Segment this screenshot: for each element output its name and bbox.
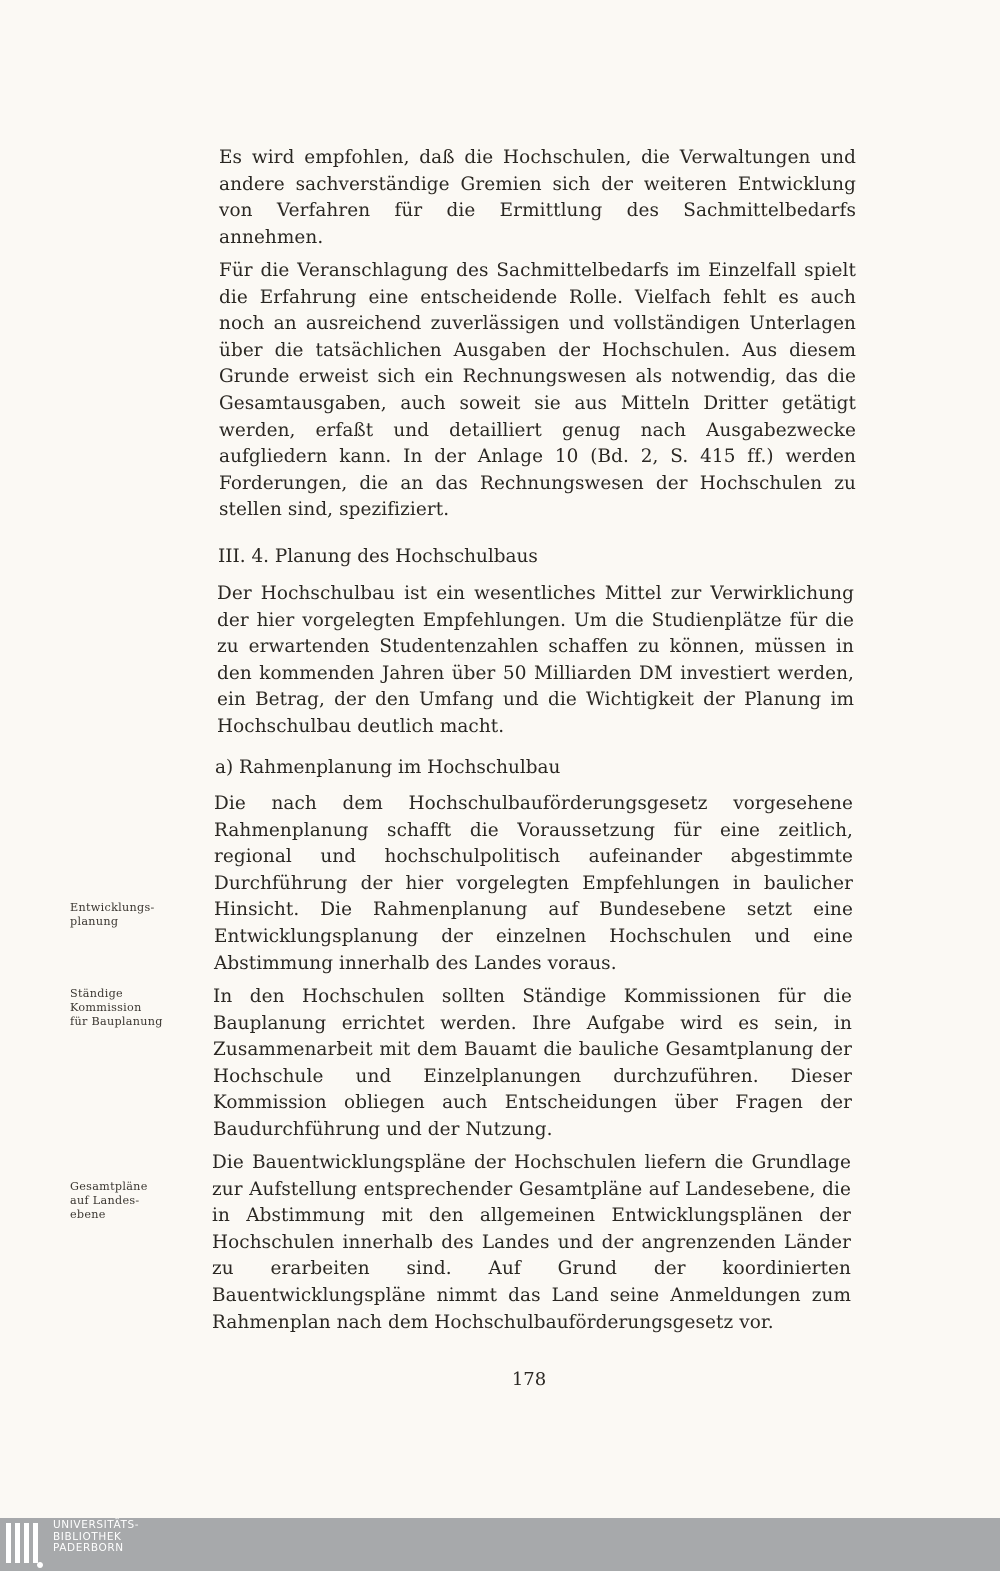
paragraph-hochschulbau-mittel: Der Hochschulbau ist ein wesentliches Mittel zur Verwirklichung der hier vorgelegten Empfehlungen. Um die Studienplätze für die zu erwartenden Studentenzahlen schaffen zu können, müssen in den kommenden Jahren über 50 Milliarden DM investiert werden, ein Betrag, der den Umfang und die Wichtigkeit der Planung im Hochschulbau deutlich macht. — [217, 583, 854, 737]
library-footer-bar — [0, 1518, 1000, 1571]
library-logo-icon — [6, 1523, 46, 1563]
margin-note-gesamtplaene — [70, 1180, 195, 1222]
library-name-line: BIBLIOTHEK — [53, 1530, 122, 1543]
margin-note-line: Kommission — [70, 1001, 142, 1014]
paragraph-rahmenplanung: Die nach dem Hochschulbauförderungsgesetz vorgesehene Rahmenplanung schafft die Voraussetzung für eine zeitlich, regional und hochschulpolitisch aufeinander abgestimmte Durchführung der hier vorgelegten Empfehlungen in baulicher Hinsicht. Die Rahmenplanung auf Bundesebene setzt eine Entwicklungsplanung der einzelnen Hochschulen und eine Abstimmung innerhalb des Landes voraus. — [214, 793, 853, 974]
margin-note-staendige-kommission — [70, 987, 195, 1029]
page-number: 178 — [511, 1369, 547, 1390]
section-heading-planung-hochschulbau: III. 4. Planung des Hochschulbaus — [218, 546, 538, 567]
subsection-heading-rahmenplanung: a) Rahmenplanung im Hochschulbau — [215, 757, 561, 778]
margin-note-line: für Bauplanung — [70, 1015, 163, 1028]
margin-note-line: Ständige — [70, 987, 123, 1000]
margin-note-line: planung — [70, 915, 119, 928]
paragraph-veranschlagung: Für die Veranschlagung des Sachmittelbedarfs im Einzelfall spielt die Erfahrung eine entscheidende Rolle. Vielfach fehlt es auch noch an ausreichend zuverlässigen und vollständigen Unterlagen über die tatsächlichen Ausgaben der Hochschulen. Aus diesem Grunde erweist sich ein Rechnungswesen als notwendig, das die Gesamtausgaben, auch soweit sie aus Mitteln Dritter getätigt werden, erfaßt und detailliert genug nach Ausgabezwecke aufgliedern kann. In der Anlage 10 (Bd. 2, S. 415 ff.) werden Forderungen, die an das Rechnungswesen der Hochschulen zu stellen sind, spezifiziert. — [219, 260, 856, 521]
margin-note-line: Gesamtpläne — [70, 1180, 148, 1193]
margin-note-entwicklungsplanung — [70, 901, 195, 929]
paragraph-sachmittel-empfehlung: Es wird empfohlen, daß die Hochschulen, die Verwaltungen und andere sachverständige Gremien sich der weiteren Entwicklung von Verfahren für die Ermittlung des Sachmittelbedarfs annehmen. — [219, 147, 856, 248]
margin-note-line: ebene — [70, 1208, 106, 1221]
margin-note-line: Entwicklungs- — [70, 901, 155, 914]
paragraph-staendige-kommissionen: In den Hochschulen sollten Ständige Kommissionen für die Bauplanung errichtet werden. Ihre Aufgabe wird es sein, in Zusammenarbeit mit dem Bauamt die bauliche Gesamtplanung der Hochschule und Einzelplanungen durchzuführen. Dieser Kommission obliegen auch Entscheidungen über Fragen der Baudurchführung und der Nutzung. — [213, 986, 852, 1140]
library-name-line: PADERBORN — [53, 1542, 124, 1554]
margin-note-line: auf Landes- — [70, 1194, 140, 1207]
library-logo-dot-icon — [37, 1562, 43, 1568]
library-name — [53, 1520, 139, 1555]
paragraph-bauentwicklungsplaene: Die Bauentwicklungspläne der Hochschulen liefern die Grundlage zur Aufstellung entsprechender Gesamtpläne auf Landesebene, die in Abstimmung mit den allgemeinen Entwicklungsplänen der Hochschulen innerhalb des Landes und der angrenzenden Länder zu erarbeiten sind. Auf Grund der koordinierten Bauentwicklungspläne nimmt das Land seine Anmeldungen zum Rahmenplan nach dem Hochschulbauförderungsgesetz vor. — [212, 1152, 851, 1333]
library-name-line: UNIVERSITÄTS- — [53, 1519, 140, 1531]
